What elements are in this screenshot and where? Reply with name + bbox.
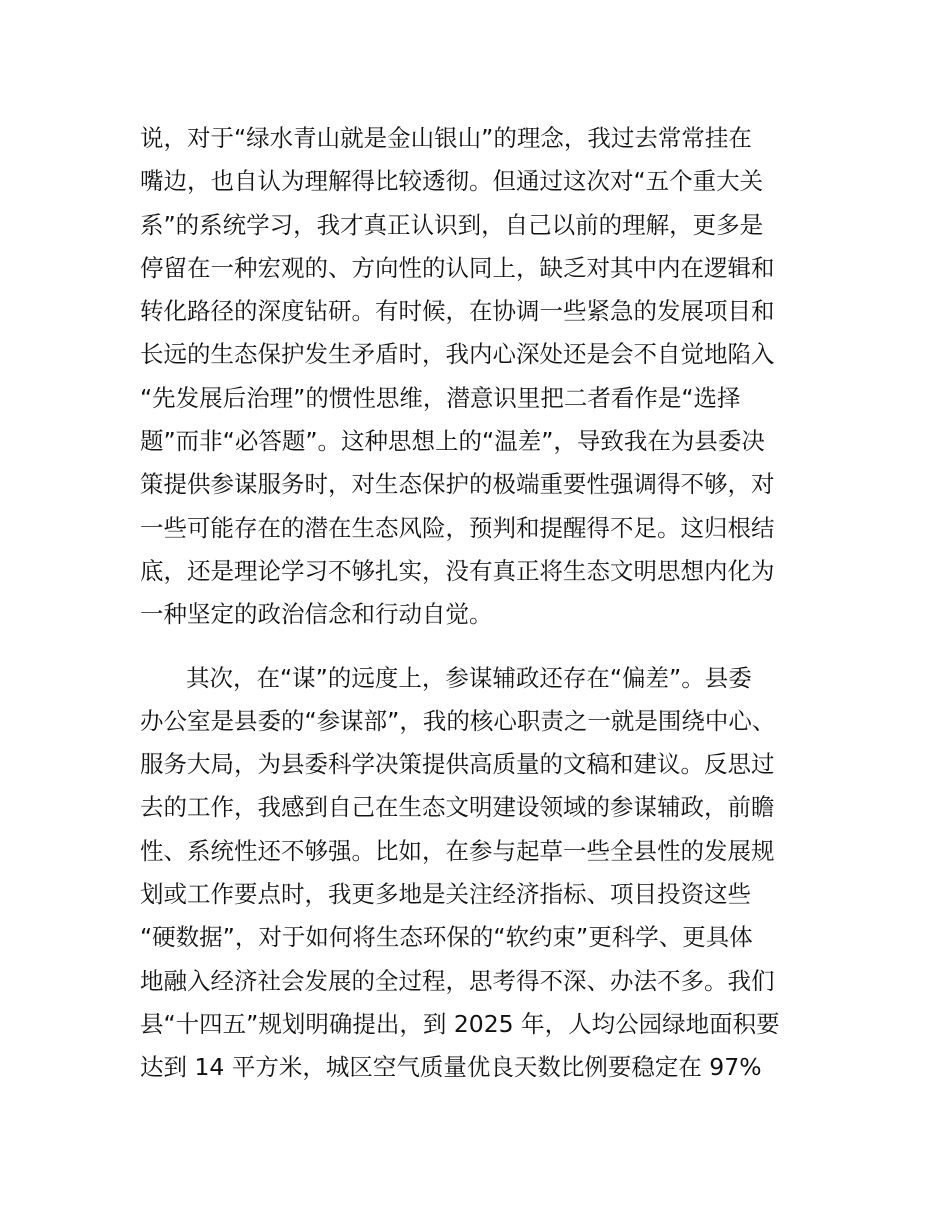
text-line: 达到 14 平方米，城区空气质量优良天数比例要稳定在 97% [140, 1053, 762, 1082]
document-body [140, 117, 830, 1090]
text-line: 服务大局，为县委科学决策提供高质量的文稿和建议。反思过 [140, 750, 775, 779]
text-line: 系”的系统学习，我才真正认识到，自己以前的理解，更多是 [140, 210, 764, 239]
text-line: 说，对于“绿水青山就是金山银山”的理念，我过去常常挂在 [140, 124, 752, 152]
text-line: 转化路径的深度钻研。有时候，在协调一些紧急的发展项目和 [140, 297, 775, 326]
paragraph-1 [140, 117, 830, 637]
text-line: 一种坚定的政治信念和行动自觉。 [140, 600, 493, 629]
text-line: “先发展后治理”的惯性思维，潜意识里把二者看作是“选择 [140, 383, 741, 412]
text-line: 一些可能存在的潜在生态风险，预判和提醒得不足。这归根结 [140, 513, 775, 542]
text-line: 停留在一种宏观的、方向性的认同上，缺乏对其中内在逻辑和 [140, 253, 775, 282]
text-line: 性、系统性还不够强。比如，在参与起草一些全县性的发展规 [140, 836, 775, 865]
text-line: “硬数据”，对于如何将生态环保的“软约束”更科学、更具体 [140, 923, 753, 952]
text-line: 去的工作，我感到自己在生态文明建设领域的参谋辅政，前瞻 [140, 793, 775, 822]
text-line: 地融入经济社会发展的全过程，思考得不深、办法不多。我们 [140, 966, 775, 995]
text-line: 嘴边，也自认为理解得比较透彻。但通过这次对“五个重大关 [140, 167, 764, 196]
text-line: 策提供参谋服务时，对生态保护的极端重要性强调得不够，对 [140, 470, 775, 499]
text-line: 底，还是理论学习不够扎实，没有真正将生态文明思想内化为 [140, 556, 775, 585]
text-line: 题”而非“必答题”。这种思想上的“温差”，导致我在为县委决 [140, 427, 765, 456]
text-line-indented: 其次，在“谋”的远度上，参谋辅政还存在“偏差”。县委 [186, 663, 752, 692]
text-line: 长远的生态保护发生矛盾时，我内心深处还是会不自觉地陷入 [140, 340, 775, 369]
text-line: 划或工作要点时，我更多地是关注经济指标、项目投资这些 [140, 880, 751, 909]
text-line: 办公室是县委的“参谋部”，我的核心职责之一就是围绕中心、 [140, 706, 776, 735]
paragraph-2 [140, 657, 830, 1090]
text-line: 县“十四五”规划明确提出，到 2025 年，人均公园绿地面积要 [140, 1009, 780, 1038]
